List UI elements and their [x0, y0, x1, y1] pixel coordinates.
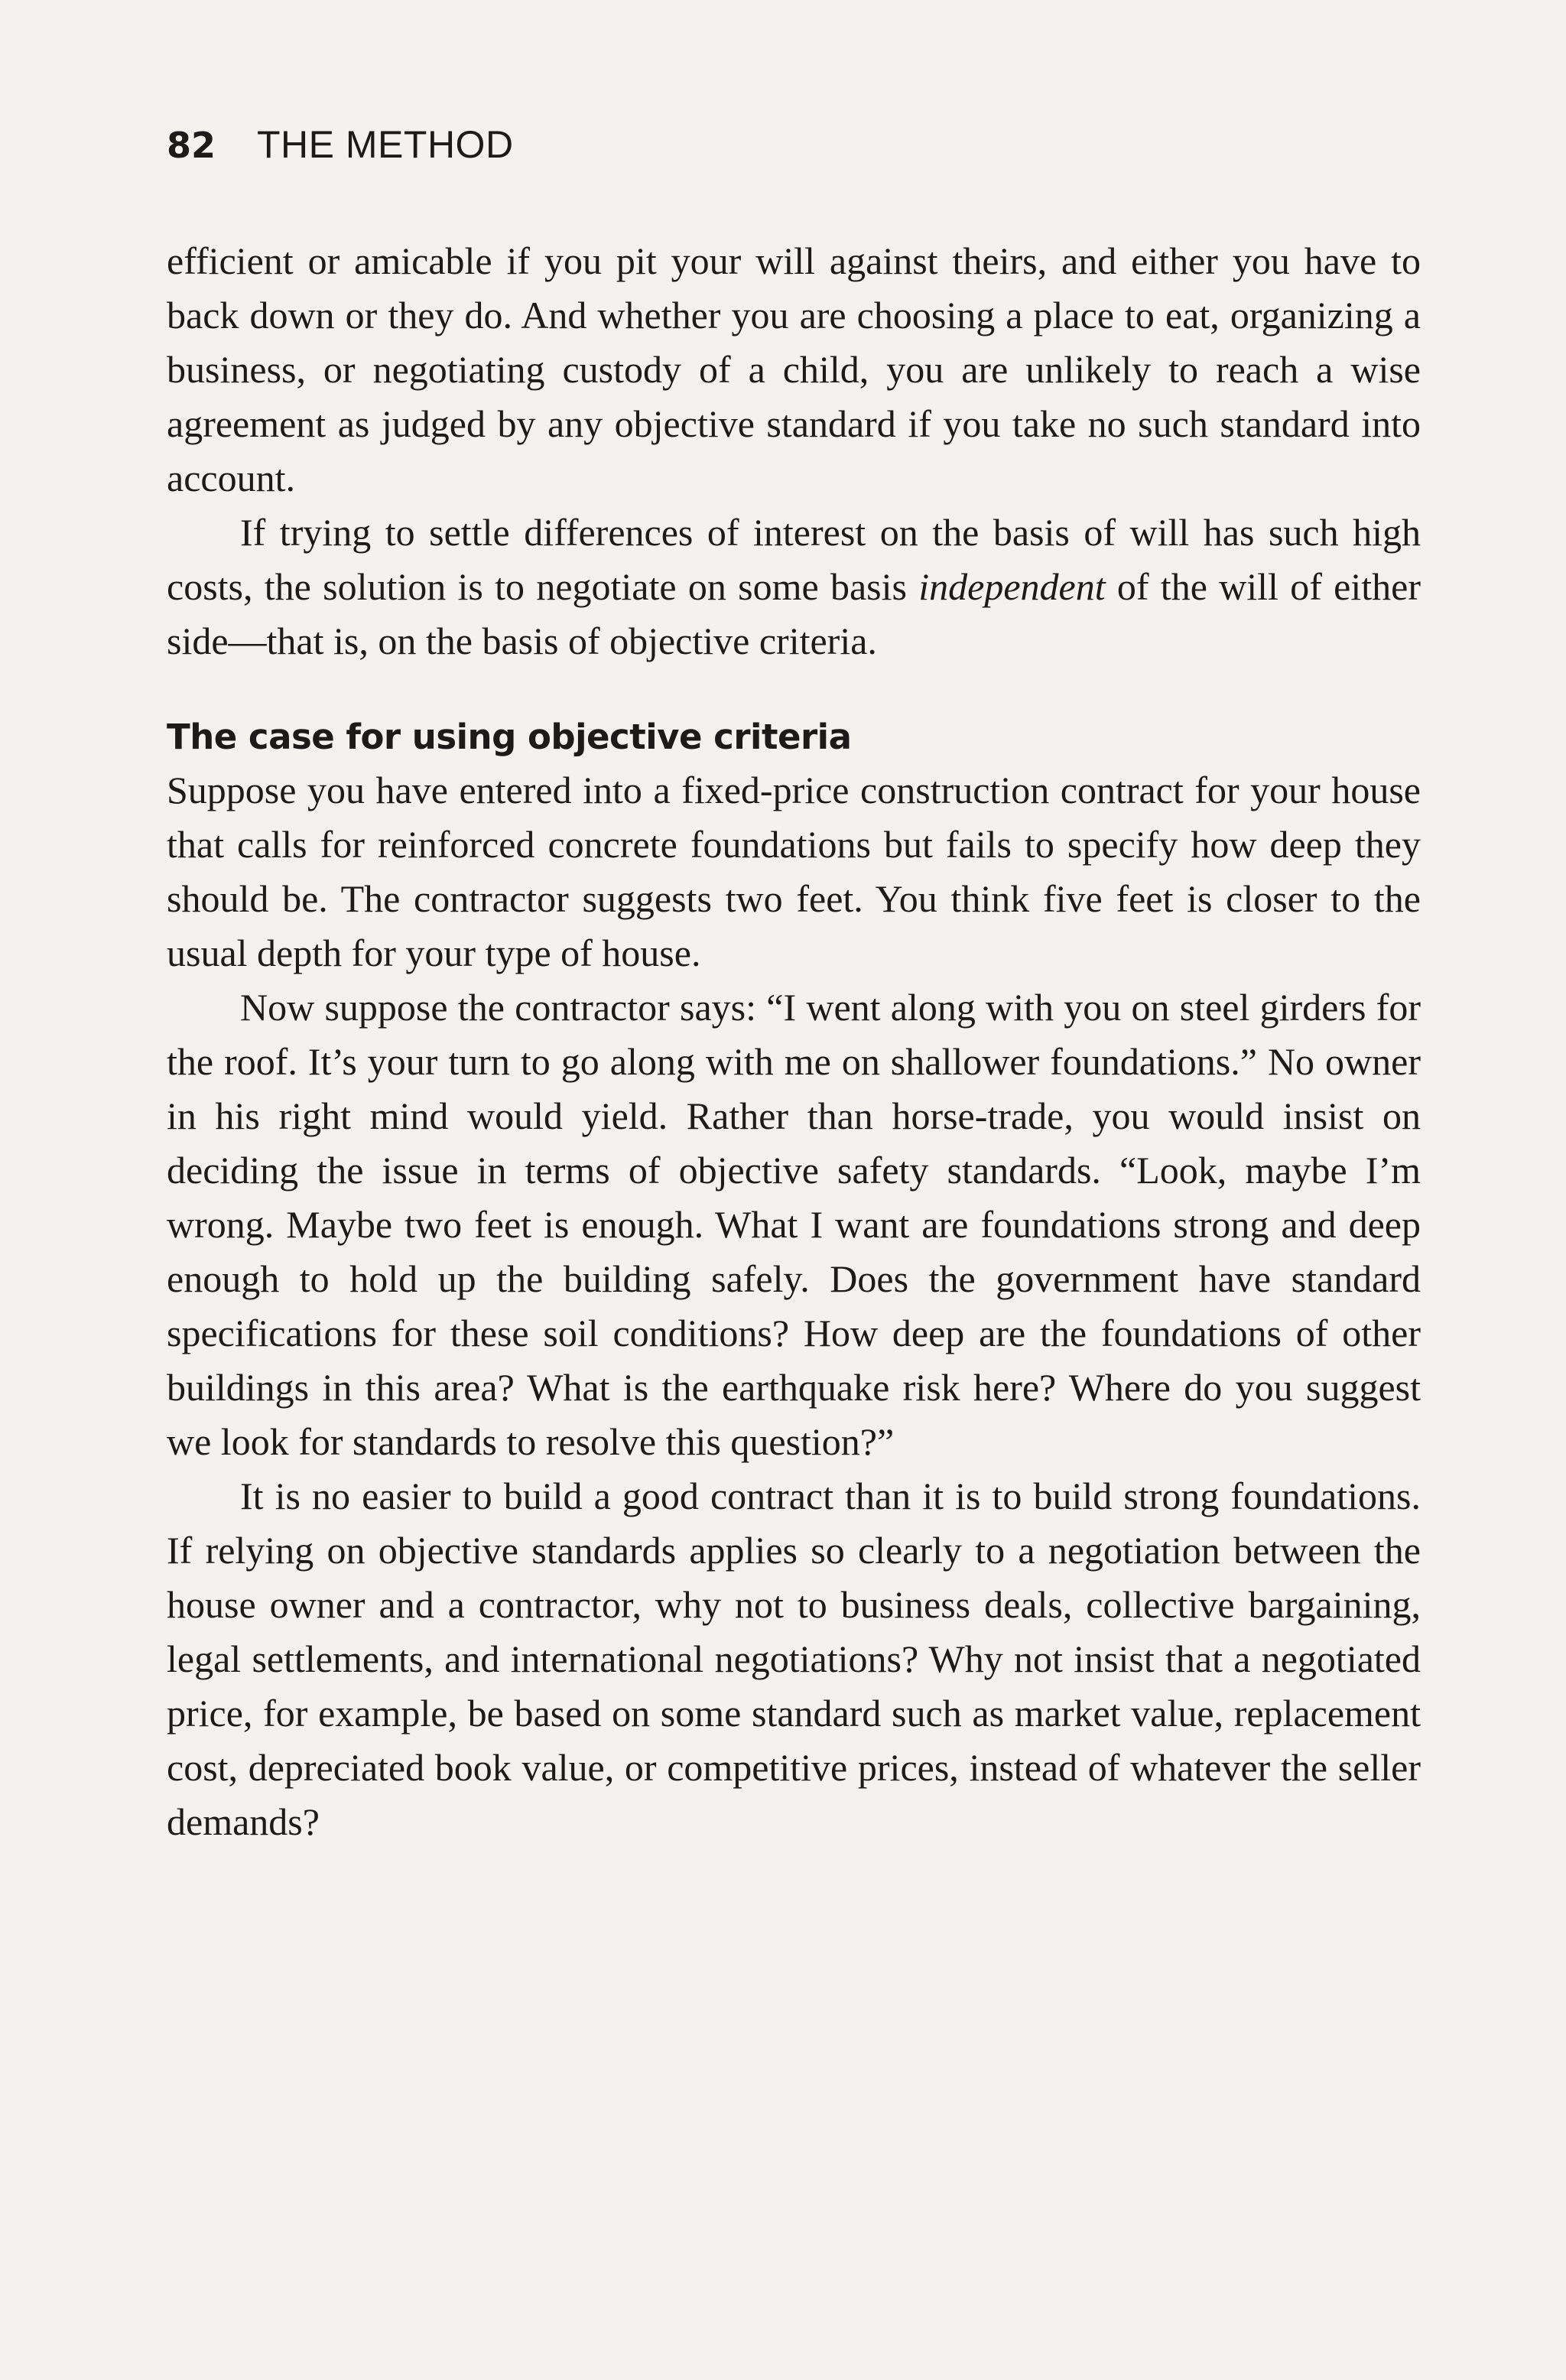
page-number: 82 [167, 125, 216, 166]
paragraph-1: efficient or amicable if you pit your will against theirs, and either you have to back down or they do. And whether you are choosing a place to eat, organizing a business, or negotiating custody of a child, you are unlikely to reach a wise agreement as judged by any objective standard if you take no such standard into account. [167, 239, 1421, 499]
emphasis-independent: independent [918, 565, 1106, 608]
body-text [167, 234, 1421, 1849]
paragraph-5: It is no easier to build a good contract than it is to build strong foundations. If relying on objective standards applies so clearly to a negotiation between the house owner and a contractor, why not to business deals, collective bargaining, legal settlements, and international negotiations? Why not insist that a negotiated price, for example, be based on some standard such as market value, replacement cost, depreciated book value, or competitive prices, instead of whatever the seller demands? [167, 1474, 1421, 1843]
paragraph-2-end: of the will of either side—that is, on the basis of objective criteria. [167, 565, 1421, 662]
section-heading: The case for using objective criteria [167, 717, 852, 757]
running-head [167, 122, 1421, 184]
paragraph-2 [167, 506, 1421, 668]
paragraph-2-start: If trying to settle differences of interest on the basis of will has such high costs, the solution is to negotiate on some basis [167, 511, 1421, 608]
paragraph-4: Now suppose the contractor says: “I went along with you on steel girders for the roof. It’s your turn to go along with me on shallower foundations.” No owner in his right mind would yield. Rather than horse-trade, you would insist on deciding the issue in terms of objective safety standards. “Look, maybe I’m wrong. Maybe two feet is enough. What I want are foundations strong and deep enough to hold up the building safely. Does the government have standard specifications for these soil conditions? How deep are the foundations of other buildings in this area? What is the earthquake risk here? Where do you suggest we look for standards to resolve this question?” [167, 986, 1421, 1463]
running-title: THE METHOD [257, 123, 514, 166]
paragraph-3: Suppose you have entered into a fixed-price construction contract for your house that calls for reinforced concrete foundations but fails to specify how deep they should be. The contractor suggests two feet. You think five feet is closer to the usual depth for your type of house. [167, 769, 1421, 974]
